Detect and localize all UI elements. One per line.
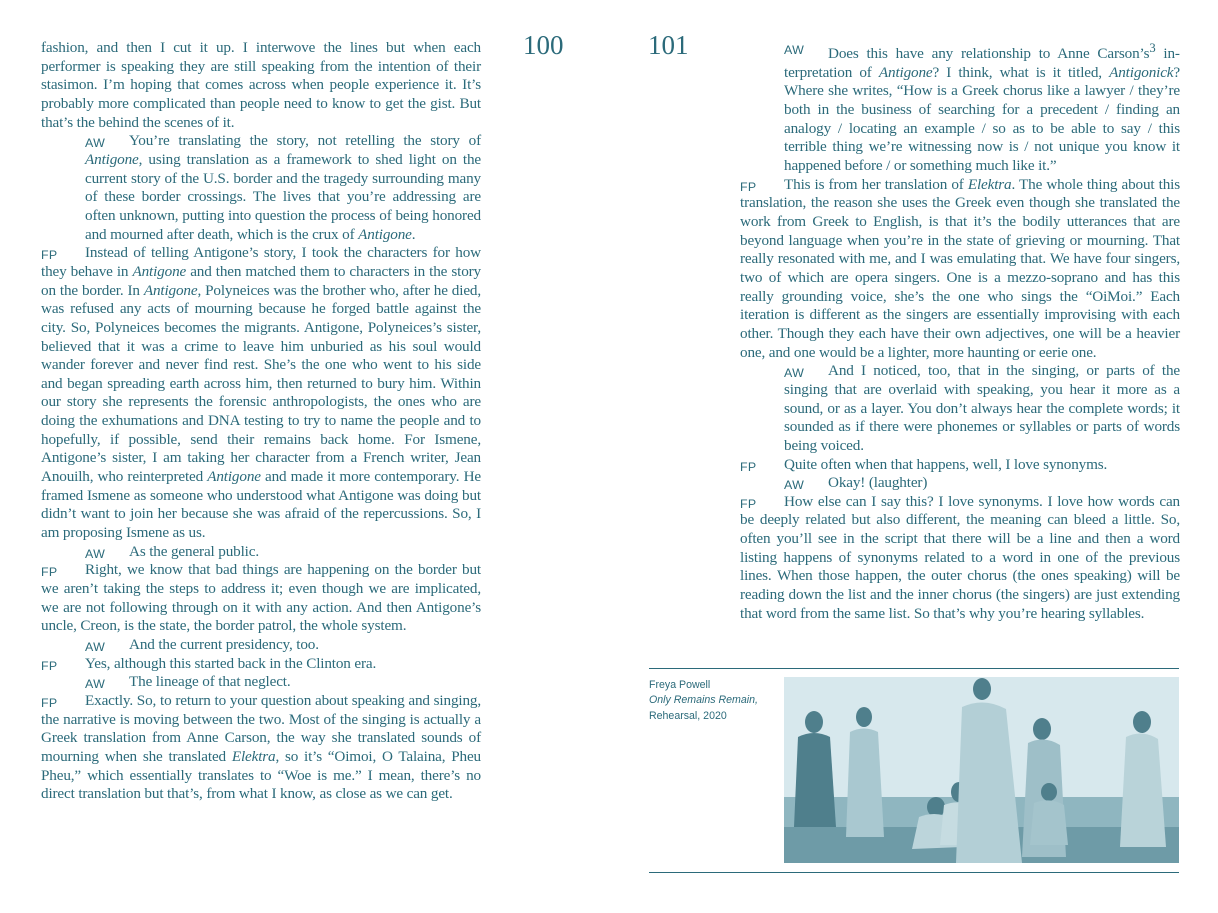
speaker-label: AW	[784, 43, 805, 57]
paragraph	[41, 132, 481, 244]
speaker-label: AW	[85, 677, 106, 692]
paragraph	[41, 655, 481, 674]
paragraph-text: This is from her translation of Elektra. The whole thing about this translation, the reason she uses the Greek even though she translated the work from Greek to English, is that it’s the bodily utterances that are beyond language when you’re in the state of grieving or mourning. That really resonated with me, and I was emulating that. We have four singers, two of which are opera singers. One is a mezzo-soprano and has this really grounding voice, she’s the one who sings the “OiMoi.” Each iteration is different as the singers are essentially improvising with each other. Though they each have their own adjectives, one will be a heavier one, and one would be a lighter, more haunting or eerie one.	[740, 175, 1180, 361]
paragraph-text: Does this have any relationship to Anne $Carson’s^3$ interpretation of Antigone? I think, what is it titled, Antigonick? Where she writes, “How is a Greek chorus like a lawyer / they’re both in the business of searching for a precedent / finding an analogy / locating an example / so as to be able to say / this terrible thing we’re witnessing now is / not unique you know it happened before / or something much like it.”	[784, 41, 1180, 174]
paragraph	[41, 543, 481, 562]
speaker-label: AW	[784, 366, 805, 381]
paragraph-text: Right, we know that bad things are happening on the border but we aren’t taking the steps to address it; even though we are implicated, we are not following through on it with any action. And then Antigone’s uncle, Creon, is the state, the border patrol, the whole system.	[41, 561, 481, 635]
photo-caption	[649, 678, 781, 724]
paragraph-text: And I noticed, too, that in the singing, or parts of the singing that are overlaid with speaking, you hear it more as a sound, or as a layer. You don’t always hear the complete words; it sounded as if there were phonemes or syllables or parts of words being voiced.	[784, 362, 1180, 454]
paragraph	[740, 493, 1180, 624]
speaker-label: FP	[740, 179, 757, 194]
paragraph	[41, 692, 481, 804]
rehearsal-photo-illustration	[784, 677, 1179, 863]
paragraph-text: You’re translating the story, not retelling the story of Antigone, using translation as a framework to shed light on the current story of the U.S. border and the tragedy surrounding many of these border crossings. The lives that you’re addressing are often unknown, putting into question the process of being honored and mourned after death, which is the crux of Antigone.	[85, 132, 481, 243]
right-text-column	[740, 39, 1180, 623]
paragraph	[740, 362, 1180, 455]
speaker-label: AW	[85, 546, 106, 561]
speaker-label: AW	[784, 478, 805, 493]
paragraph	[740, 39, 1180, 176]
paragraph	[740, 474, 1180, 493]
caption-detail: Rehearsal, 2020	[649, 709, 727, 722]
paragraph-text: Quite often when that happens, well, I love synonyms.	[784, 455, 1108, 473]
paragraph-text: How else can I say this? I love synonyms. I love how words can be deeply related but also different, the meaning can bleed a little. So, often you’ll see in the script that there will be a line and then a word listing happens of synonyms related to a word in one of the previous lines. When those happen, the outer chorus (the ones speaking) will be reading down the list and the inner chorus (the singers) are just extending that word from the same list. So that’s why you’re hearing syllables.	[740, 492, 1180, 622]
caption-rule-bottom	[649, 872, 1179, 873]
paragraph	[41, 673, 481, 692]
speaker-label: FP	[41, 695, 58, 710]
paragraph-text: As the general public.	[129, 542, 259, 560]
caption-title: Only Remains Remain,	[649, 694, 758, 707]
speaker-label: FP	[41, 565, 58, 580]
paragraph	[740, 176, 1180, 363]
paragraph-text: The lineage of that neglect.	[129, 673, 291, 691]
caption-rule-top	[649, 668, 1179, 669]
paragraph	[41, 244, 481, 543]
left-text-column	[41, 39, 481, 804]
caption-artist: Freya Powell	[649, 679, 711, 691]
page-number-left: 100	[523, 30, 564, 60]
paragraph	[41, 636, 481, 655]
paragraph-text: Instead of telling Antigone’s story, I took the characters for how they behave in Antigone and then matched them to characters in the story on the border. In Antigone, Polyneices was the brother who, after he died, was refused any acts of mourning because he forged battle against the city. So, Polyneices becomes the migrants. Antigone, Polyneices’s sister, believed that it was a crime to leave him unburied as his soul would wander forever and never find rest. She’s the one who went to his side and began spreading earth across him, then returned to bury him. Within our story she represents the forensic anthropologists, the ones who are doing the exhumations and DNA testing to try to name the people and to hopefully, if possible, send their remains back home. For Ismene, Antigone’s sister, I am taking her character from a French writer, Jean Anouilh, who reinterpreted Antigone and made it more contemporary. He framed Ismene as someone who understood what Antigone was doing but didn’t want to join her because she was afraid of the repercussions. So, I am proposing Ismene as us.	[41, 244, 481, 542]
paragraph	[41, 39, 481, 132]
speaker-label: FP	[41, 248, 58, 263]
paragraph-text: Okay! (laughter)	[828, 474, 928, 492]
paragraph-text: fashion, and then I cut it up. I interwove the lines but when each performer is speaking they are still speaking from the intention of their stasimon. I’m hoping that comes across when people experience it. It’s probably more complicated than people need to know to get the gist. But that’s the behind the scenes of it.	[41, 39, 481, 131]
paragraph	[740, 456, 1180, 475]
page-number-right: 101	[648, 30, 689, 60]
speaker-label: FP	[41, 658, 58, 673]
paragraph-text: Exactly. So, to return to your question about speaking and singing, the narrative is moving between the two. Most of the singing is actually a Greek translation from Anne Carson, the way she translated sounds of mourning when she translated Elektra, so it’s “Oimoi, O Talaina, Pheu Pheu,” which essentially translates to “Woe is me.” I mean, there’s no direct translation but that’s, from what I know, as close as we can get.	[41, 691, 481, 803]
rehearsal-photo	[784, 677, 1179, 863]
paragraph-text: And the current presidency, too.	[129, 636, 319, 653]
paragraph	[41, 561, 481, 636]
right-page	[609, 0, 1218, 913]
speaker-label: AW	[85, 136, 106, 151]
speaker-label: AW	[85, 640, 106, 654]
paragraph-text: Yes, although this started back in the Clinton era.	[85, 654, 377, 672]
speaker-label: FP	[740, 459, 757, 474]
speaker-label: FP	[740, 496, 757, 511]
